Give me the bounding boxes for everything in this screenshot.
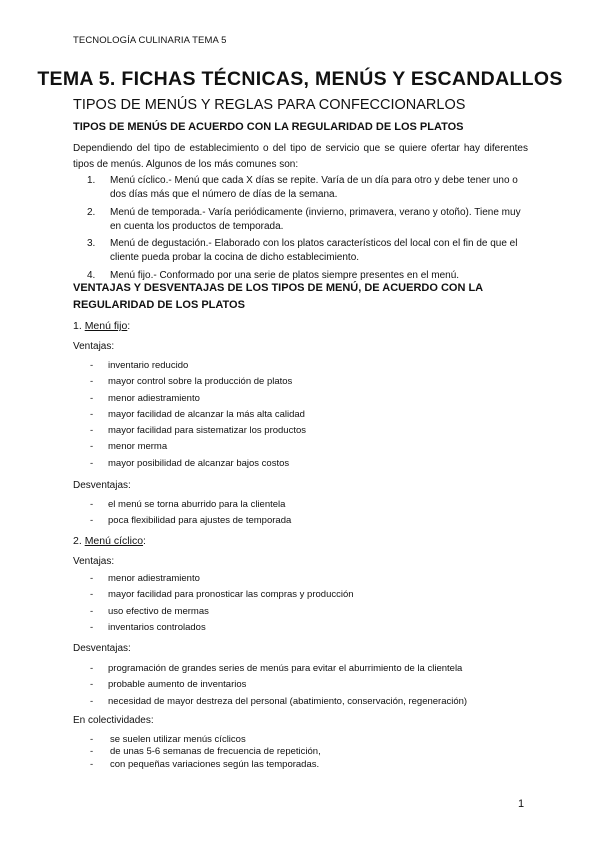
list-item: - con pequeñas variaciones según las temporadas. (90, 759, 530, 771)
list-item: - de unas 5-6 semanas de frecuencia de repetición, (90, 746, 530, 758)
subsection-menu-fijo: 1. Menú fijo: (73, 320, 131, 332)
list-item: - menor adiestramiento (90, 391, 530, 407)
list-item: 4. Menú fijo.- Conformado por una serie de platos siempre presentes en el menú. (87, 269, 460, 281)
disadvantages-label: Desventajas: (73, 480, 131, 491)
list-item: - el menú se torna aburrido para la clientela (90, 497, 530, 513)
ciclico-disadvantages-list (90, 661, 530, 710)
collectivities-list (90, 734, 530, 771)
ciclico-advantages-list (90, 571, 530, 636)
section-heading-menu-types: TIPOS DE MENÚS DE ACUERDO CON LA REGULARIDAD DE LOS PLATOS (73, 121, 464, 133)
list-item: - uso efectivo de mermas (90, 604, 530, 620)
list-item: - inventario reducido (90, 358, 530, 374)
fijo-disadvantages-list (90, 497, 530, 530)
intro-paragraph: Dependiendo del tipo de establecimiento o del tipo de servicio que se quiere ofertar hay diferentes tipos de menús. Algunos de los más comunes son: (73, 143, 528, 170)
list-item: - poca flexibilidad para ajustes de temporada (90, 513, 530, 529)
list-item: - necesidad de mayor destreza del personal (abatimiento, conservación, regeneración) (90, 694, 530, 710)
disadvantages-label: Desventajas: (73, 643, 131, 654)
document-subtitle: TIPOS DE MENÚS Y REGLAS PARA CONFECCIONARLOS (73, 97, 466, 113)
list-item: - inventarios controlados (90, 620, 530, 636)
advantages-label: Ventajas: (73, 556, 115, 567)
list-item: - mayor posibilidad de alcanzar bajos costos (90, 456, 530, 472)
list-item: 2. Menú de temporada.- Varía periódicamente (invierno, primavera, verano y otoño). Tiene muy en cuenta los productos de temporada. (87, 206, 521, 232)
list-item: - programación de grandes series de menús para evitar el aburrimiento de la clientela (90, 661, 530, 677)
list-item: - mayor facilidad de alcanzar la más alta calidad (90, 407, 530, 423)
section-heading-advantages: VENTAJAS Y DESVENTAJAS DE LOS TIPOS DE MENÚ, DE ACUERDO CON LA REGULARIDAD DE LOS PLATOS (73, 282, 483, 311)
list-item: 1. Menú cíclico.- Menú que cada X días se repite. Varía de un día para otro y debe tener uno o dos días más que el número de días de la semana. (87, 175, 518, 200)
fijo-advantages-list (90, 358, 530, 472)
document-title: TEMA 5. FICHAS TÉCNICAS, MENÚS Y ESCANDALLOS (37, 68, 563, 90)
list-item: - menor adiestramiento (90, 571, 530, 587)
list-item: 3. Menú de degustación.- Elaborado con los platos característicos del local con el fin de que el cliente pueda probar la cocina de dicho establecimiento. (87, 238, 518, 263)
list-item: - mayor control sobre la producción de platos (90, 374, 530, 390)
list-item: - se suelen utilizar menús cíclicos (90, 734, 530, 746)
list-item: - mayor facilidad para sistematizar los productos (90, 423, 530, 439)
page-number: 1 (518, 798, 525, 810)
subsection-menu-ciclico: 2. Menú cíclico: (73, 535, 146, 547)
advantages-label: Ventajas: (73, 341, 115, 352)
collectivities-label: En colectividades: (73, 715, 154, 726)
list-item: - mayor facilidad para pronosticar las compras y producción (90, 587, 530, 603)
menu-types-list (73, 174, 528, 286)
list-item: - probable aumento de inventarios (90, 677, 530, 693)
list-item: - menor merma (90, 439, 530, 455)
running-header: TECNOLOGÍA CULINARIA TEMA 5 (73, 35, 227, 46)
